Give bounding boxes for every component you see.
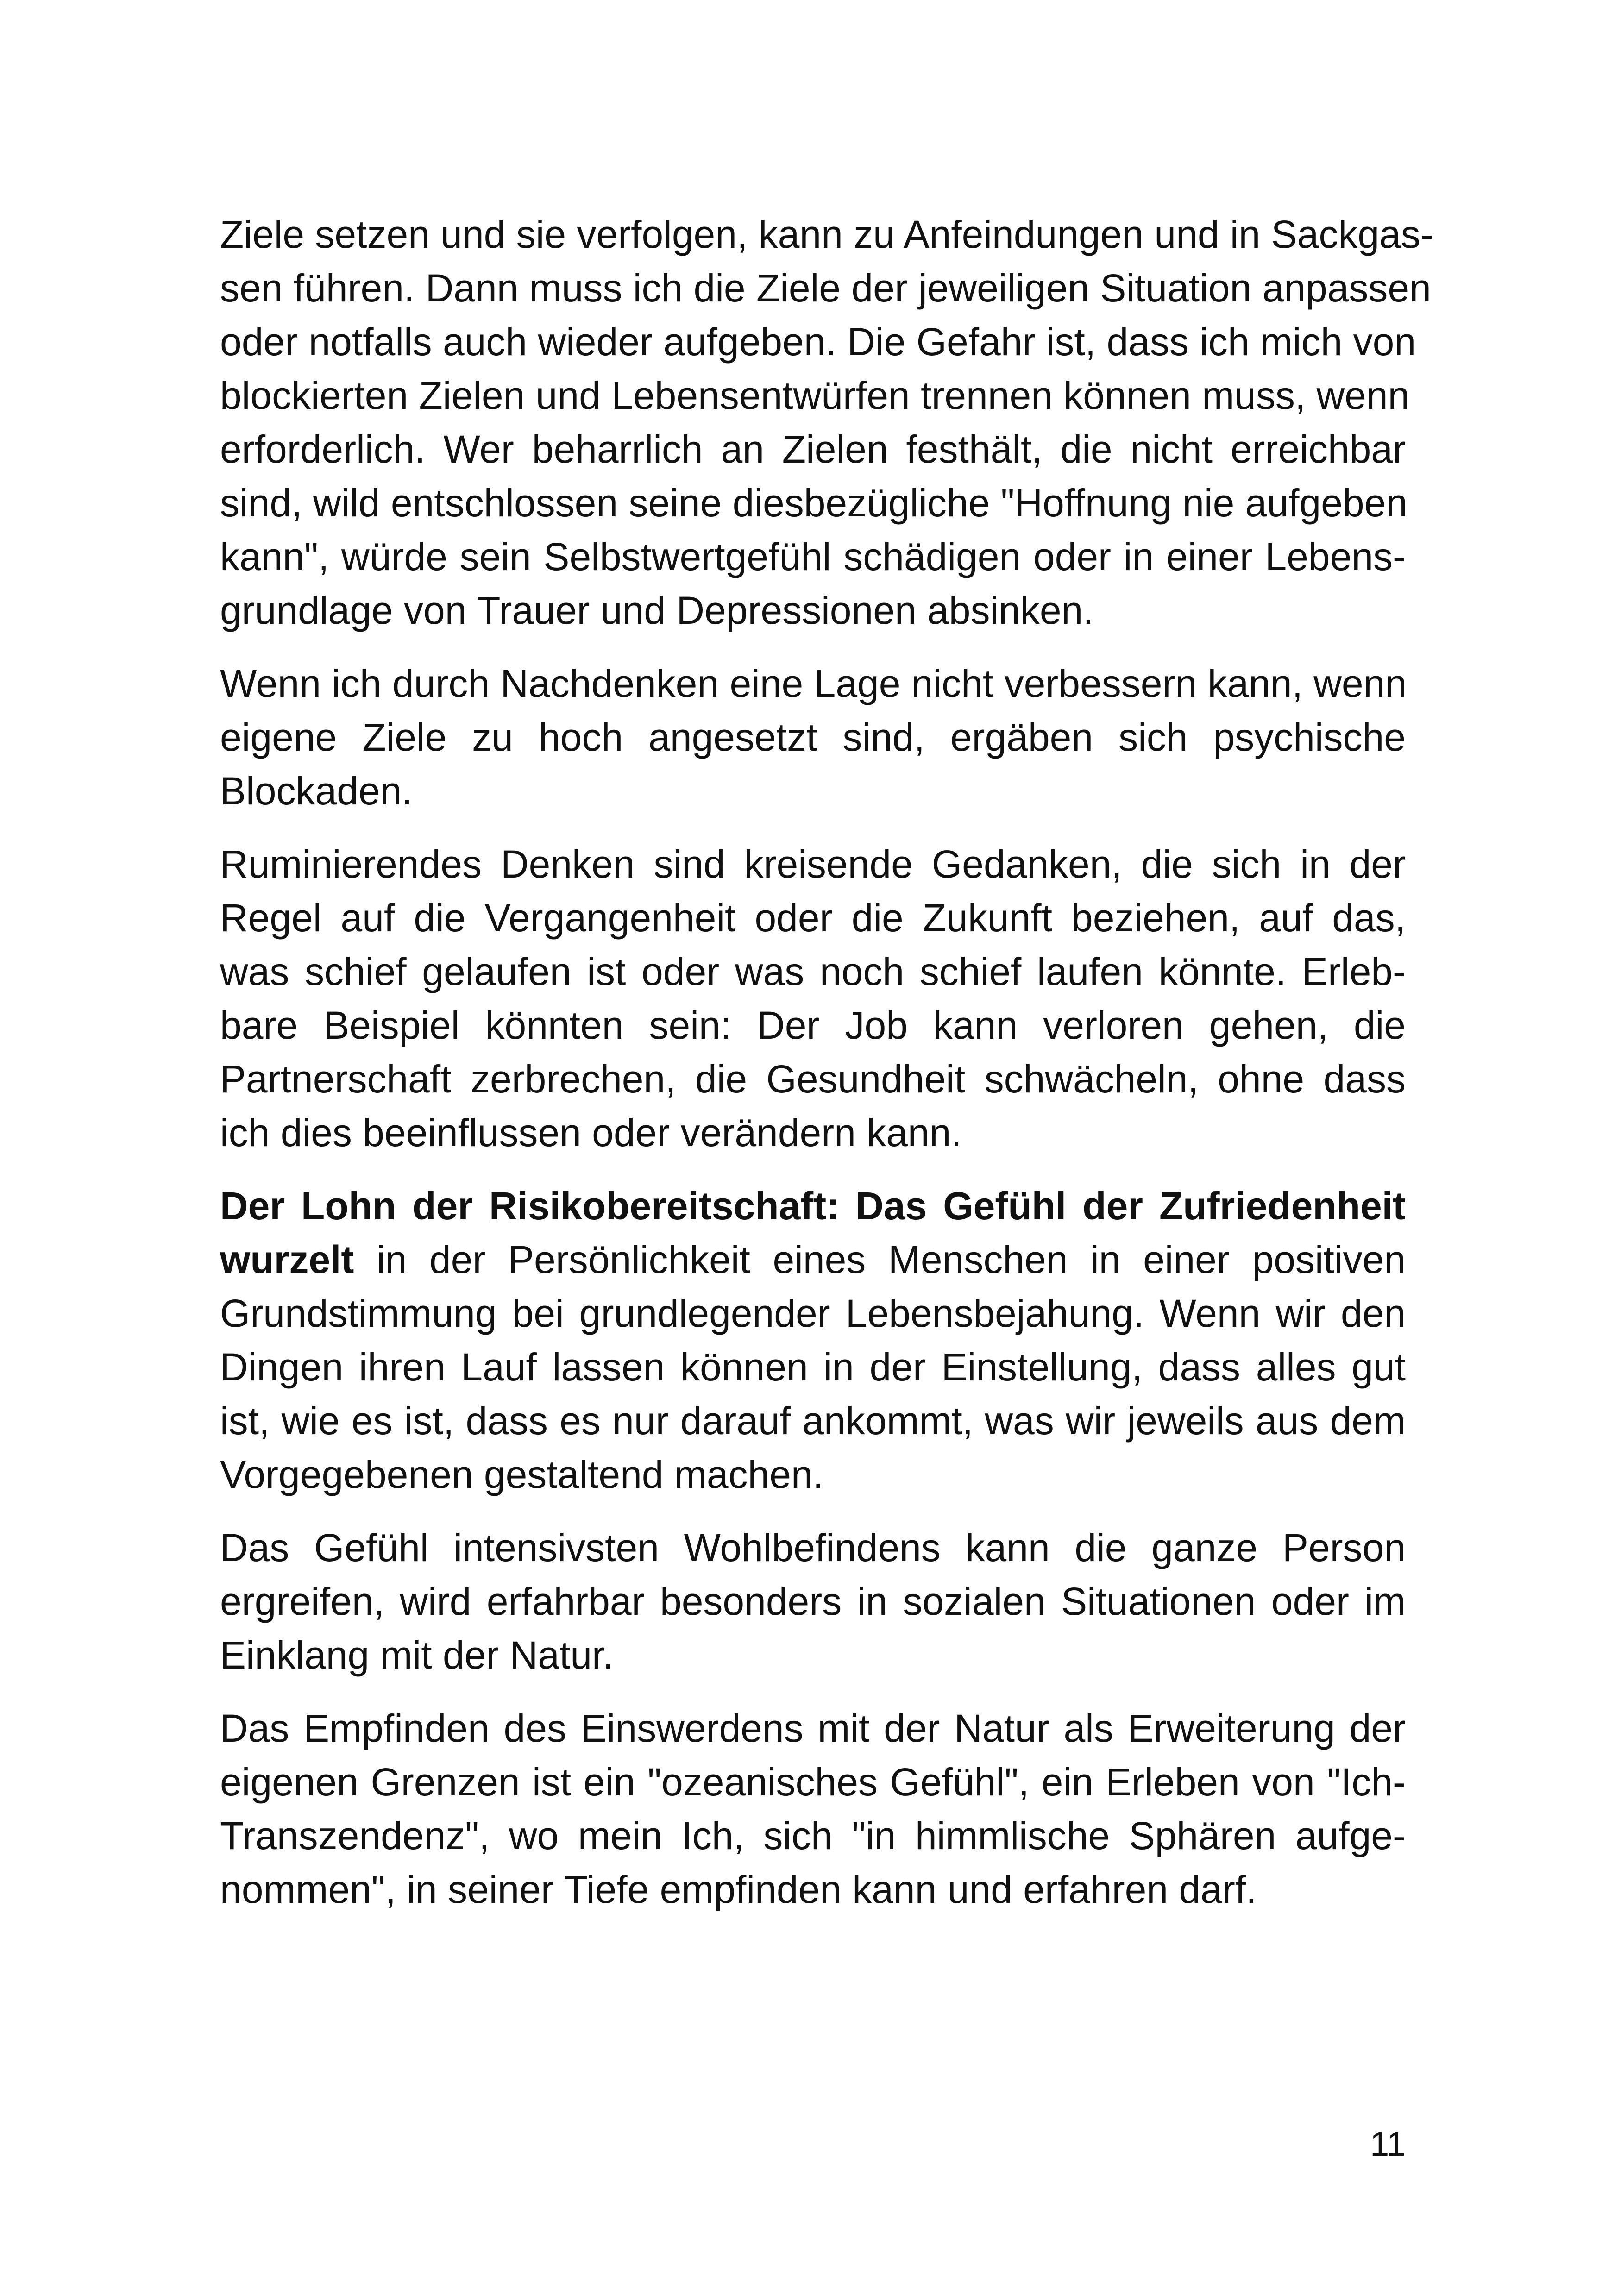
paragraph-1 xyxy=(220,207,1433,637)
text-line: Ziele setzen und sie verfolgen, kann zu Anfeindungen und in Sackgas- xyxy=(220,213,1433,256)
text-line: Partnerschaft zerbrechen, die Gesundheit schwächeln, ohne dass xyxy=(220,1057,1406,1101)
text-line: Das Empfinden des Einswerdens mit der Natur als Erweiterung der xyxy=(220,1706,1406,1750)
text-line: nommen", in seiner Tiefe empfinden kann und erfahren darf. xyxy=(220,1868,1257,1911)
text-line: Blockaden. xyxy=(220,769,413,813)
text-line: was schief gelaufen ist oder was noch schief laufen könnte. Erleb- xyxy=(220,950,1406,993)
text-line: Ruminierendes Denken sind kreisende Gedanken, die sich in der xyxy=(220,842,1406,886)
text-line: Dingen ihren Lauf lassen können in der Einstellung, dass alles gut xyxy=(220,1345,1406,1389)
text-line: Regel auf die Vergangenheit oder die Zukunft beziehen, auf das, xyxy=(220,896,1406,940)
text-line: Wenn ich durch Nachdenken eine Lage nicht verbessern kann, wenn xyxy=(220,662,1407,705)
bold-heading-line: Der Lohn der Risikobereitschaft: Das Gefühl der Zufriedenheit xyxy=(220,1184,1406,1228)
text-line: oder notfalls auch wieder aufgeben. Die Gefahr ist, dass ich mich von xyxy=(220,320,1416,364)
text-line: Grundstimmung bei grundlegender Lebensbejahung. Wenn wir den xyxy=(220,1292,1406,1335)
text-line: Transzendenz", wo mein Ich, sich "in himmlische Sphären aufge- xyxy=(220,1814,1406,1857)
body-text xyxy=(220,207,1433,1936)
paragraph-6 xyxy=(220,1701,1406,1916)
text-line: sind, wild entschlossen seine diesbezügliche "Hoffnung nie aufgeben xyxy=(220,481,1408,525)
text-line: eigene Ziele zu hoch angesetzt sind, ergäben sich psychische xyxy=(220,715,1406,759)
text-line: ist, wie es ist, dass es nur darauf ankommt, was wir jeweils aus dem xyxy=(220,1399,1406,1443)
paragraph-5 xyxy=(220,1521,1406,1682)
text-line: Vorgegebenen gestaltend machen. xyxy=(220,1453,824,1496)
text-line: ergreifen, wird erfahrbar besonders in sozialen Situationen oder im xyxy=(220,1580,1406,1623)
page-number: 11 xyxy=(1370,2125,1406,2163)
text-line: blockierten Zielen und Lebensentwürfen trennen können muss, wenn xyxy=(220,374,1410,417)
text-fragment: in der Persönlichkeit eines Menschen in einer positiven xyxy=(354,1238,1406,1281)
text-line: Das Gefühl intensivsten Wohlbefindens kann die ganze Person xyxy=(220,1526,1406,1569)
text-line: grundlage von Trauer und Depressionen absinken. xyxy=(220,589,1094,632)
text-line xyxy=(220,1233,1406,1286)
text-line: Einklang mit der Natur. xyxy=(220,1633,614,1677)
text-line: ich dies beeinflussen oder verändern kann. xyxy=(220,1111,962,1154)
bold-word: wurzelt xyxy=(220,1238,354,1281)
text-line: erforderlich. Wer beharrlich an Zielen festhält, die nicht erreichbar xyxy=(220,427,1406,471)
paragraph-3 xyxy=(220,837,1406,1160)
text-line: sen führen. Dann muss ich die Ziele der jeweiligen Situation anpassen xyxy=(220,266,1431,310)
text-line: kann", würde sein Selbstwertgefühl schädigen oder in einer Lebens- xyxy=(220,535,1406,578)
paragraph-4 xyxy=(220,1179,1406,1501)
paragraph-2 xyxy=(220,657,1406,818)
text-line: bare Beispiel könnten sein: Der Job kann verloren gehen, die xyxy=(220,1004,1406,1047)
text-line: eigenen Grenzen ist ein "ozeanisches Gefühl", ein Erleben von "Ich- xyxy=(220,1760,1406,1804)
